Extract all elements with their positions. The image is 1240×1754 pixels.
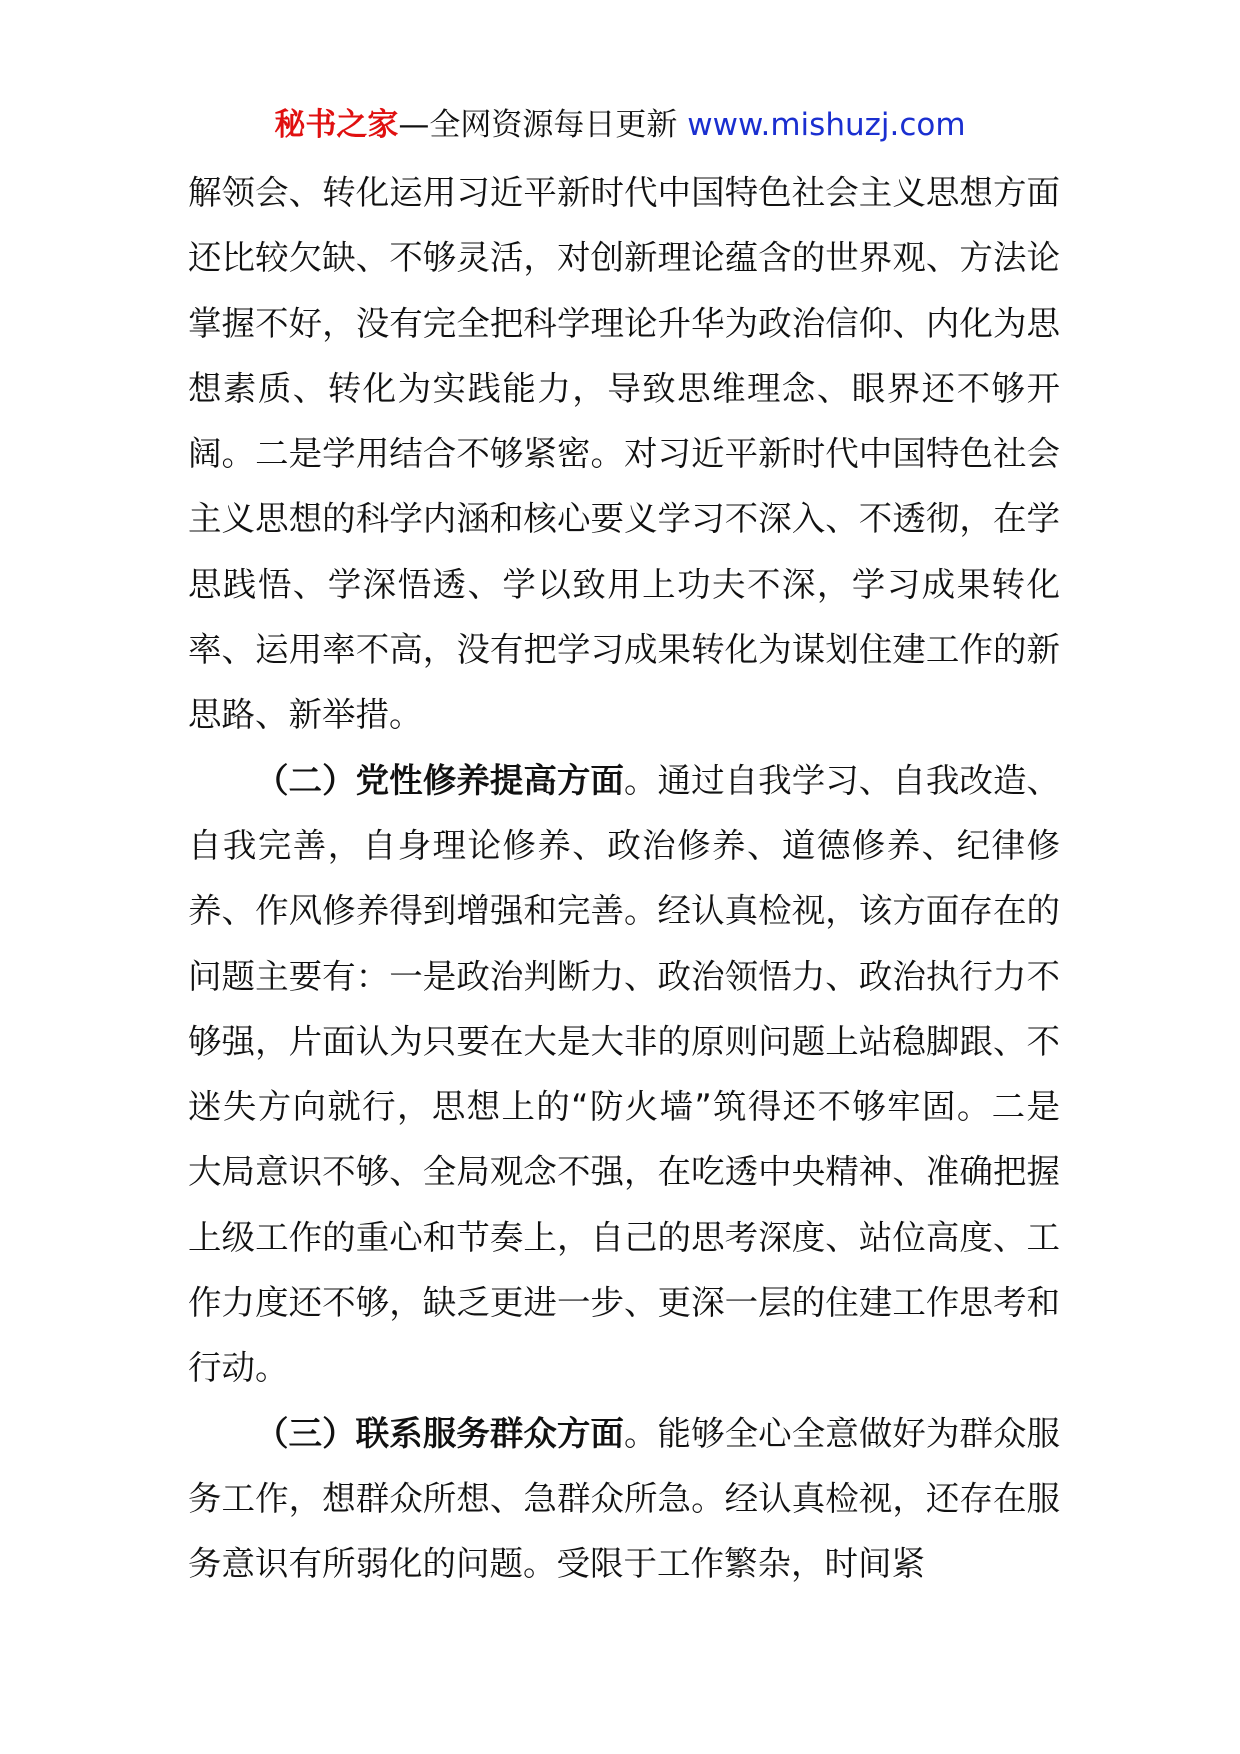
paragraph-text: 解领会、转化运用习近平新时代中国特色社会主义思想方面还比较欠缺、不够灵活，对创新理论蕴含的世界观、方法论掌握不好，没有完全把科学理论升华为政治信仰、内化为思想素质、转化为实践能力，导致思维理念、眼界还不够开阔。二是学用结合不够紧密。对习近平新时代中国特色社会主义思想的科学内涵和核心要义学习不深入、不透彻，在学思践悟、学深悟透、学以致用上功夫不深，学习成果转化率、运用率不高，没有把学习成果转化为谋划住建工作的新思路、新举措。 xyxy=(188,173,1060,735)
website-link[interactable]: www.mishuzj.com xyxy=(687,107,966,143)
document-body xyxy=(188,160,1060,1597)
paragraph-text: 。通过自我学习、自我改造、自我完善，自身理论修养、政治修养、道德修养、纪律修养、作风修养得到增强和完善。经认真检视，该方面存在的问题主要有：一是政治判断力、政治领悟力、政治执行力不够强，片面认为只要在大是大非的原则问题上站稳脚跟、不迷失方向就行，思想上的“防火墙”筑得还不够牢固。二是大局意识不够、全局观念不强，在吃透中央精神、准确把握上级工作的重心和节奏上，自己的思考深度、站位高度、工作力度还不够，缺乏更进一步、更深一层的住建工作思考和行动。 xyxy=(188,760,1061,1388)
page-header xyxy=(0,100,1240,150)
brand-name: 秘书之家 xyxy=(274,107,399,143)
section-heading: （三）联系服务群众方面 xyxy=(255,1413,624,1453)
section-heading: （二）党性修养提高方面 xyxy=(255,760,624,800)
paragraph-continuation xyxy=(188,160,1060,748)
paragraph-text: 。能够全心全意做好为群众服务工作，想群众所想、急群众所急。经认真检视，还存在服务意识有所弱化的问题。受限于工作繁杂，时间紧 xyxy=(188,1413,1061,1584)
paragraph-section-3 xyxy=(188,1401,1060,1597)
header-tagline: —全网资源每日更新 xyxy=(398,107,688,143)
paragraph-section-2 xyxy=(188,748,1060,1401)
